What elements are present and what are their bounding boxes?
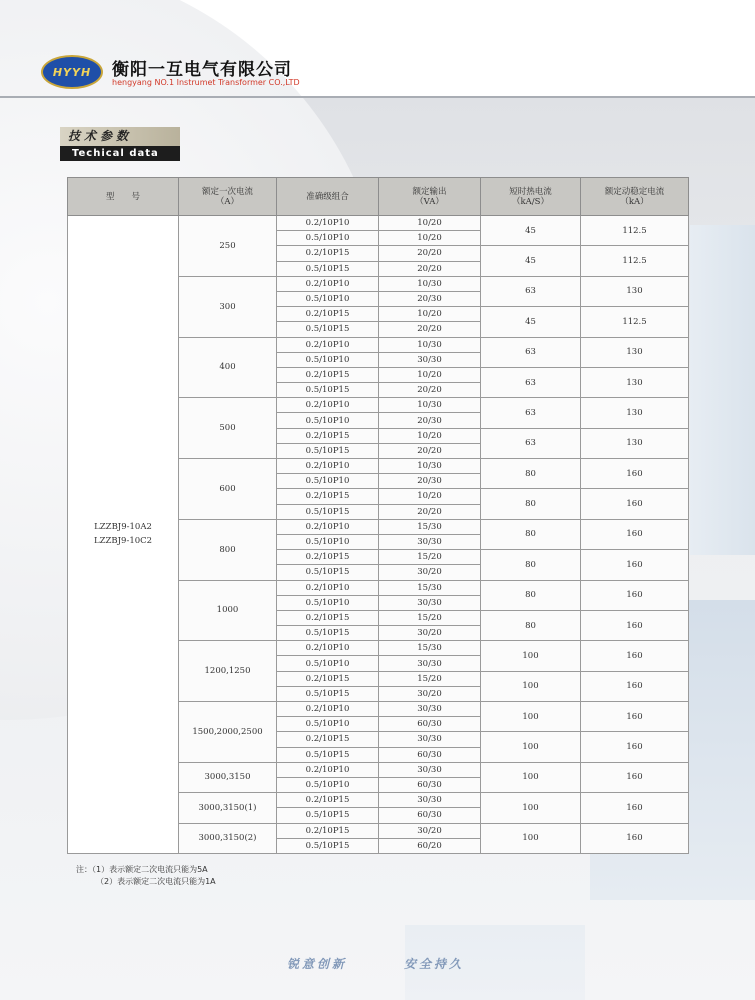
accuracy-cell: 0.5/10P15 [277, 838, 379, 853]
dynamic-current-cell: 130 [581, 428, 689, 458]
accuracy-cell: 0.2/10P10 [277, 337, 379, 352]
output-cell: 20/30 [379, 413, 481, 428]
dynamic-current-cell: 160 [581, 793, 689, 823]
slogan-right: 安全持久 [404, 957, 465, 971]
header-model: 型 号 [68, 178, 179, 216]
header-accuracy-class: 准确级组合 [277, 178, 379, 216]
accuracy-cell: 0.2/10P15 [277, 823, 379, 838]
output-cell: 20/20 [379, 261, 481, 276]
thermal-current-cell: 63 [481, 428, 581, 458]
output-cell: 30/20 [379, 686, 481, 701]
model-line-1: LZZBJ9-10A2 [94, 522, 152, 533]
accuracy-cell: 0.5/10P15 [277, 443, 379, 458]
accuracy-cell: 0.5/10P15 [277, 686, 379, 701]
output-cell: 15/20 [379, 610, 481, 625]
accuracy-cell: 0.2/10P15 [277, 246, 379, 261]
thermal-current-cell: 100 [481, 671, 581, 701]
primary-current-cell: 500 [179, 398, 277, 459]
output-cell: 30/30 [379, 534, 481, 549]
thermal-current-cell: 100 [481, 793, 581, 823]
accuracy-cell: 0.5/10P10 [277, 717, 379, 732]
primary-current-cell: 3000,3150(1) [179, 793, 277, 823]
accuracy-cell: 0.2/10P10 [277, 519, 379, 534]
dynamic-current-cell: 160 [581, 610, 689, 640]
primary-current-cell: 1500,2000,2500 [179, 702, 277, 763]
accuracy-cell: 0.2/10P10 [277, 702, 379, 717]
header-divider [0, 96, 755, 98]
dynamic-current-cell: 160 [581, 580, 689, 610]
output-cell: 30/30 [379, 595, 481, 610]
dynamic-current-cell: 160 [581, 489, 689, 519]
company-logo [41, 55, 103, 89]
accuracy-cell: 0.5/10P15 [277, 626, 379, 641]
output-cell: 10/30 [379, 276, 481, 291]
thermal-current-cell: 63 [481, 337, 581, 367]
thermal-current-cell: 100 [481, 762, 581, 792]
output-cell: 60/30 [379, 717, 481, 732]
output-cell: 30/20 [379, 565, 481, 580]
model-line-2: LZZBJ9-10C2 [93, 536, 153, 547]
output-cell: 60/30 [379, 747, 481, 762]
thermal-current-cell: 100 [481, 702, 581, 732]
thermal-current-cell: 100 [481, 823, 581, 853]
primary-current-cell: 1200,1250 [179, 641, 277, 702]
output-cell: 30/30 [379, 352, 481, 367]
output-cell: 30/30 [379, 732, 481, 747]
thermal-current-cell: 45 [481, 246, 581, 276]
table-header-row [68, 178, 689, 216]
output-cell: 20/30 [379, 291, 481, 306]
dynamic-current-cell: 160 [581, 732, 689, 762]
accuracy-cell: 0.2/10P15 [277, 793, 379, 808]
dynamic-current-cell: 112.5 [581, 246, 689, 276]
accuracy-cell: 0.2/10P10 [277, 641, 379, 656]
output-cell: 10/20 [379, 428, 481, 443]
output-cell: 30/20 [379, 626, 481, 641]
background-block-right [690, 225, 755, 555]
primary-current-cell: 3000,3150 [179, 762, 277, 792]
output-cell: 15/20 [379, 550, 481, 565]
output-cell: 60/20 [379, 838, 481, 853]
accuracy-cell: 0.5/10P10 [277, 231, 379, 246]
accuracy-cell: 0.5/10P15 [277, 322, 379, 337]
output-cell: 15/20 [379, 671, 481, 686]
section-title-cn: 技术参数 [60, 127, 180, 146]
accuracy-cell: 0.5/10P15 [277, 383, 379, 398]
thermal-current-cell: 63 [481, 276, 581, 306]
accuracy-cell: 0.5/10P15 [277, 565, 379, 580]
accuracy-cell: 0.5/10P10 [277, 656, 379, 671]
header-thermal-current: 短时热电流 （kA/S） [481, 178, 581, 216]
dynamic-current-cell: 160 [581, 459, 689, 489]
accuracy-cell: 0.5/10P10 [277, 291, 379, 306]
dynamic-current-cell: 160 [581, 702, 689, 732]
accuracy-cell: 0.2/10P10 [277, 276, 379, 291]
thermal-current-cell: 80 [481, 519, 581, 549]
accuracy-cell: 0.2/10P10 [277, 459, 379, 474]
dynamic-current-cell: 160 [581, 550, 689, 580]
dynamic-current-cell: 130 [581, 367, 689, 397]
accuracy-cell: 0.5/10P10 [277, 534, 379, 549]
output-cell: 10/30 [379, 337, 481, 352]
spec-table [67, 177, 689, 854]
output-cell: 10/30 [379, 398, 481, 413]
dynamic-current-cell: 160 [581, 823, 689, 853]
output-cell: 10/30 [379, 459, 481, 474]
thermal-current-cell: 80 [481, 580, 581, 610]
dynamic-current-cell: 160 [581, 671, 689, 701]
dynamic-current-cell: 130 [581, 276, 689, 306]
thermal-current-cell: 63 [481, 367, 581, 397]
output-cell: 30/30 [379, 793, 481, 808]
accuracy-cell: 0.5/10P15 [277, 504, 379, 519]
primary-current-cell: 3000,3150(2) [179, 823, 277, 853]
output-cell: 30/30 [379, 656, 481, 671]
accuracy-cell: 0.5/10P15 [277, 808, 379, 823]
accuracy-cell: 0.5/10P15 [277, 747, 379, 762]
dynamic-current-cell: 160 [581, 641, 689, 671]
dynamic-current-cell: 160 [581, 519, 689, 549]
accuracy-cell: 0.2/10P15 [277, 671, 379, 686]
accuracy-cell: 0.2/10P15 [277, 732, 379, 747]
header-rated-output: 额定输出 （VA） [379, 178, 481, 216]
company-name-cn: 衡阳一互电气有限公司 [112, 60, 292, 80]
accuracy-cell: 0.2/10P15 [277, 307, 379, 322]
output-cell: 15/30 [379, 580, 481, 595]
thermal-current-cell: 63 [481, 398, 581, 428]
header-dynamic-current: 额定动稳定电流 （kA） [581, 178, 689, 216]
accuracy-cell: 0.5/10P15 [277, 261, 379, 276]
company-name-en: hengyang NO.1 Instrumet Transformer CO.,LTD [112, 78, 300, 87]
thermal-current-cell: 45 [481, 307, 581, 337]
output-cell: 20/30 [379, 474, 481, 489]
table-row [68, 216, 689, 231]
dynamic-current-cell: 130 [581, 398, 689, 428]
footnote [76, 864, 216, 888]
primary-current-cell: 1000 [179, 580, 277, 641]
accuracy-cell: 0.2/10P15 [277, 428, 379, 443]
thermal-current-cell: 80 [481, 459, 581, 489]
output-cell: 20/20 [379, 246, 481, 261]
accuracy-cell: 0.5/10P10 [277, 777, 379, 792]
accuracy-cell: 0.5/10P10 [277, 413, 379, 428]
output-cell: 30/30 [379, 702, 481, 717]
model-cell [68, 216, 179, 854]
dynamic-current-cell: 112.5 [581, 307, 689, 337]
primary-current-cell: 300 [179, 276, 277, 337]
output-cell: 20/20 [379, 504, 481, 519]
output-cell: 30/20 [379, 823, 481, 838]
output-cell: 10/20 [379, 231, 481, 246]
output-cell: 10/20 [379, 489, 481, 504]
dynamic-current-cell: 160 [581, 762, 689, 792]
accuracy-cell: 0.2/10P15 [277, 367, 379, 382]
accuracy-cell: 0.5/10P10 [277, 474, 379, 489]
output-cell: 30/30 [379, 762, 481, 777]
dynamic-current-cell: 112.5 [581, 216, 689, 246]
spec-table-body [68, 216, 689, 854]
output-cell: 20/20 [379, 443, 481, 458]
accuracy-cell: 0.2/10P10 [277, 762, 379, 777]
accuracy-cell: 0.2/10P10 [277, 216, 379, 231]
accuracy-cell: 0.2/10P15 [277, 550, 379, 565]
primary-current-cell: 250 [179, 216, 277, 277]
accuracy-cell: 0.5/10P10 [277, 595, 379, 610]
footnote-line-1: 注：（1）表示额定二次电流只能为5A [76, 865, 208, 874]
output-cell: 60/30 [379, 777, 481, 792]
primary-current-cell: 600 [179, 459, 277, 520]
header-primary-current: 额定一次电流 （A） [179, 178, 277, 216]
output-cell: 15/30 [379, 641, 481, 656]
output-cell: 15/30 [379, 519, 481, 534]
accuracy-cell: 0.5/10P10 [277, 352, 379, 367]
accuracy-cell: 0.2/10P15 [277, 610, 379, 625]
primary-current-cell: 400 [179, 337, 277, 398]
output-cell: 20/20 [379, 322, 481, 337]
thermal-current-cell: 80 [481, 550, 581, 580]
section-title-en: Techical data [60, 146, 180, 161]
output-cell: 10/20 [379, 307, 481, 322]
thermal-current-cell: 100 [481, 641, 581, 671]
dynamic-current-cell: 130 [581, 337, 689, 367]
output-cell: 20/20 [379, 383, 481, 398]
thermal-current-cell: 80 [481, 610, 581, 640]
primary-current-cell: 800 [179, 519, 277, 580]
accuracy-cell: 0.2/10P10 [277, 398, 379, 413]
slogan-left: 锐意创新 [287, 957, 348, 971]
output-cell: 60/30 [379, 808, 481, 823]
footnote-line-2: （2）表示额定二次电流只能为1A [96, 877, 216, 886]
output-cell: 10/20 [379, 367, 481, 382]
thermal-current-cell: 80 [481, 489, 581, 519]
output-cell: 10/20 [379, 216, 481, 231]
accuracy-cell: 0.2/10P15 [277, 489, 379, 504]
logo-text: HYYH [52, 65, 92, 79]
thermal-current-cell: 45 [481, 216, 581, 246]
accuracy-cell: 0.2/10P10 [277, 580, 379, 595]
thermal-current-cell: 100 [481, 732, 581, 762]
